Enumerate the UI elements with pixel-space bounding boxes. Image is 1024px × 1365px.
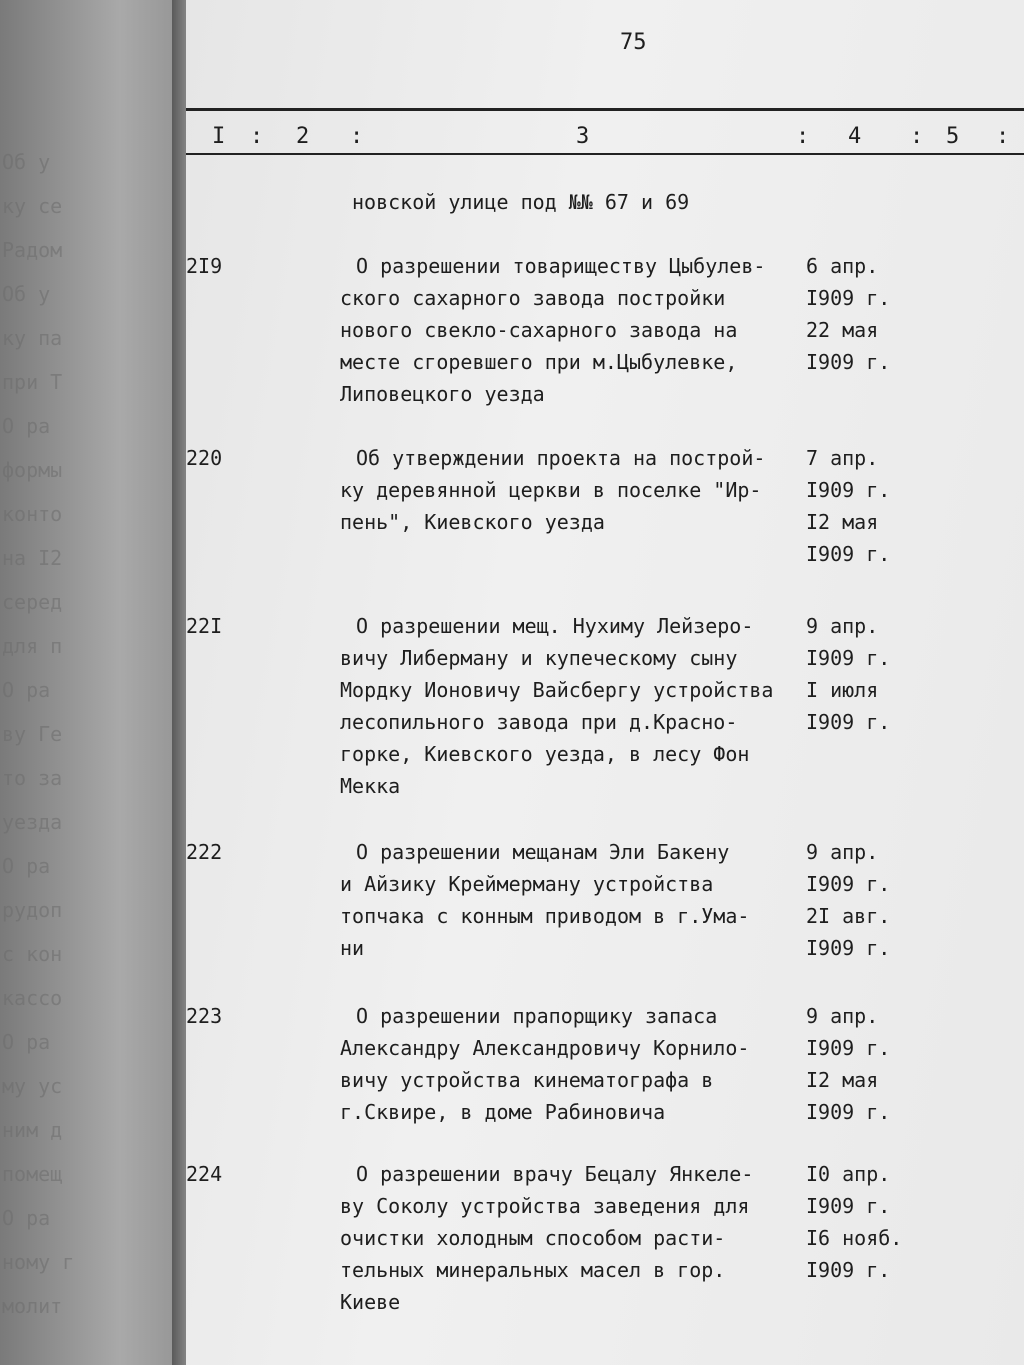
entry-number: 223 bbox=[186, 1004, 223, 1028]
entry-description bbox=[340, 1000, 800, 1128]
entry-description-line: вичу Либерману и купеческому сыну bbox=[340, 646, 738, 670]
entry-date: I909 г. bbox=[806, 872, 891, 896]
column-separator: : bbox=[796, 124, 810, 149]
entry-description-line: ни bbox=[340, 936, 365, 960]
entry-description-line: нового свекло-сахарного завода на bbox=[340, 318, 738, 342]
entry-dates bbox=[806, 442, 890, 570]
left-page-fragment: рудоп bbox=[2, 898, 63, 922]
left-page-fragment: формы bbox=[2, 458, 63, 482]
entry-date: I июля bbox=[806, 678, 879, 702]
left-page-fragment: при Т bbox=[2, 370, 63, 394]
column-header: I bbox=[212, 124, 226, 149]
entry-date: I909 г. bbox=[806, 542, 891, 566]
entry-description-line: вичу устройства кинематографа в bbox=[340, 1068, 714, 1092]
left-page-fragment: ку па bbox=[2, 326, 63, 350]
left-page-fragment: О ра bbox=[2, 1206, 51, 1230]
entry-date: I0 апр. bbox=[806, 1162, 891, 1186]
left-page-fragment: уезда bbox=[2, 810, 63, 834]
entry-description-line: О разрешении врачу Бецалу Янкеле- bbox=[356, 1162, 754, 1186]
left-page-fragment: О ра bbox=[2, 1030, 51, 1054]
entry-date: I909 г. bbox=[806, 646, 891, 670]
column-header: 3 bbox=[576, 124, 590, 149]
entry-number: 220 bbox=[186, 446, 223, 470]
entry-date: I909 г. bbox=[806, 1258, 891, 1282]
entry-number: 22I bbox=[186, 614, 223, 638]
left-page-fragment: ному г bbox=[2, 1250, 75, 1274]
column-separator: : bbox=[250, 124, 264, 149]
left-page-fragment: молит bbox=[2, 1294, 63, 1318]
column-separator: : bbox=[996, 124, 1010, 149]
entry-description-line: Александру Александровичу Корнило- bbox=[340, 1036, 750, 1060]
entry-date: I2 мая bbox=[806, 510, 879, 534]
left-page-fragment: Об у bbox=[2, 150, 51, 174]
entry-number: 2I9 bbox=[186, 254, 223, 278]
entry-description-line: ву Соколу устройства заведения для bbox=[340, 1194, 750, 1218]
left-page-fragment: помещ bbox=[2, 1162, 63, 1186]
left-page-fragment: ву Ге bbox=[2, 722, 63, 746]
entry-date: I909 г. bbox=[806, 478, 891, 502]
entry-date: 7 апр. bbox=[806, 446, 879, 470]
entry-description bbox=[340, 610, 800, 802]
entry-number: 222 bbox=[186, 840, 223, 864]
left-page-fragment: серед bbox=[2, 590, 63, 614]
entry-description-line: лесопильного завода при д.Красно- bbox=[340, 710, 738, 734]
entry-description-line: Об утверждении проекта на построй- bbox=[356, 446, 766, 470]
left-page-fragment: Об у bbox=[2, 282, 51, 306]
entry-description bbox=[340, 836, 800, 964]
entry-description-line: тельных минеральных масел в гор. bbox=[340, 1258, 726, 1282]
entry-description-line: О разрешении товариществу Цыбулев- bbox=[356, 254, 766, 278]
entry-date: 6 апр. bbox=[806, 254, 879, 278]
entry-dates bbox=[806, 250, 890, 378]
entry-date: I909 г. bbox=[806, 936, 891, 960]
left-page-fragment: О ра bbox=[2, 414, 51, 438]
entry-date: I2 мая bbox=[806, 1068, 879, 1092]
column-header: 5 bbox=[946, 124, 960, 149]
column-header: 4 bbox=[848, 124, 862, 149]
entry-date: I909 г. bbox=[806, 286, 891, 310]
entry-date: I6 нояб. bbox=[806, 1226, 903, 1250]
column-separator: : bbox=[350, 124, 364, 149]
entry-description-line: Липовецкого уезда bbox=[340, 382, 545, 406]
entry-dates bbox=[806, 1000, 890, 1128]
column-header: 2 bbox=[296, 124, 310, 149]
entry-description-line: Мекка bbox=[340, 774, 401, 798]
left-page-fragment: для п bbox=[2, 634, 63, 658]
entry-date: 2I авг. bbox=[806, 904, 891, 928]
left-page-fragment: Радом bbox=[2, 238, 63, 262]
header-rule-bottom bbox=[186, 153, 1024, 155]
entry-description-line: ского сахарного завода постройки bbox=[340, 286, 726, 310]
entry-description-line: пень", Киевского уезда bbox=[340, 510, 605, 534]
entry-description bbox=[340, 250, 800, 410]
entry-description-line: горке, Киевского уезда, в лесу Фон bbox=[340, 742, 750, 766]
entry-date: 22 мая bbox=[806, 318, 879, 342]
left-page-fragment: О ра bbox=[2, 678, 51, 702]
entry-date: I909 г. bbox=[806, 1194, 891, 1218]
entry-description-line: О разрешении мещ. Нухиму Лейзеро- bbox=[356, 614, 754, 638]
entry-description bbox=[340, 442, 800, 538]
entry-description-line: О разрешении мещанам Эли Бакену bbox=[356, 840, 730, 864]
left-page-fragment: му ус bbox=[2, 1074, 63, 1098]
left-page-fragment: кассо bbox=[2, 986, 63, 1010]
entry-description-line: и Айзику Креймерману устройства bbox=[340, 872, 714, 896]
entry-dates bbox=[806, 1158, 902, 1286]
entry-date: 9 апр. bbox=[806, 614, 879, 638]
entry-date: I909 г. bbox=[806, 710, 891, 734]
entry-description-line: Мордку Ионовичу Вайсбергу устройства bbox=[340, 678, 774, 702]
left-page-fragment: на I2 bbox=[2, 546, 63, 570]
entry-description-line: г.Сквире, в доме Рабиновича bbox=[340, 1100, 666, 1124]
left-page-fragment: с кон bbox=[2, 942, 63, 966]
left-page-fragment: то за bbox=[2, 766, 63, 790]
left-page-fragment: О ра bbox=[2, 854, 51, 878]
page-number: 75 bbox=[620, 30, 647, 55]
entry-date: 9 апр. bbox=[806, 840, 879, 864]
left-page-fragment: ку се bbox=[2, 194, 63, 218]
left-page-fragment: конто bbox=[2, 502, 63, 526]
entry-dates bbox=[806, 836, 890, 964]
continuation-line: новской улице под №№ 67 и 69 bbox=[352, 190, 690, 214]
entry-date: 9 апр. bbox=[806, 1004, 879, 1028]
entry-description-line: ку деревянной церкви в поселке "Ир- bbox=[340, 478, 762, 502]
entry-description-line: месте сгоревшего при м.Цыбулевке, bbox=[340, 350, 738, 374]
entry-date: I909 г. bbox=[806, 1036, 891, 1060]
entry-date: I909 г. bbox=[806, 1100, 891, 1124]
left-page-fragment: ним д bbox=[2, 1118, 63, 1142]
entry-date: I909 г. bbox=[806, 350, 891, 374]
header-rule-top bbox=[186, 108, 1024, 111]
entry-description-line: О разрешении прапорщику запаса bbox=[356, 1004, 718, 1028]
entry-description bbox=[340, 1158, 800, 1318]
column-separator: : bbox=[910, 124, 924, 149]
entry-number: 224 bbox=[186, 1162, 223, 1186]
entry-dates bbox=[806, 610, 890, 738]
entry-description-line: очистки холодным способом расти- bbox=[340, 1226, 726, 1250]
entry-description-line: топчака с конным приводом в г.Ума- bbox=[340, 904, 750, 928]
entry-description-line: Киеве bbox=[340, 1290, 401, 1314]
